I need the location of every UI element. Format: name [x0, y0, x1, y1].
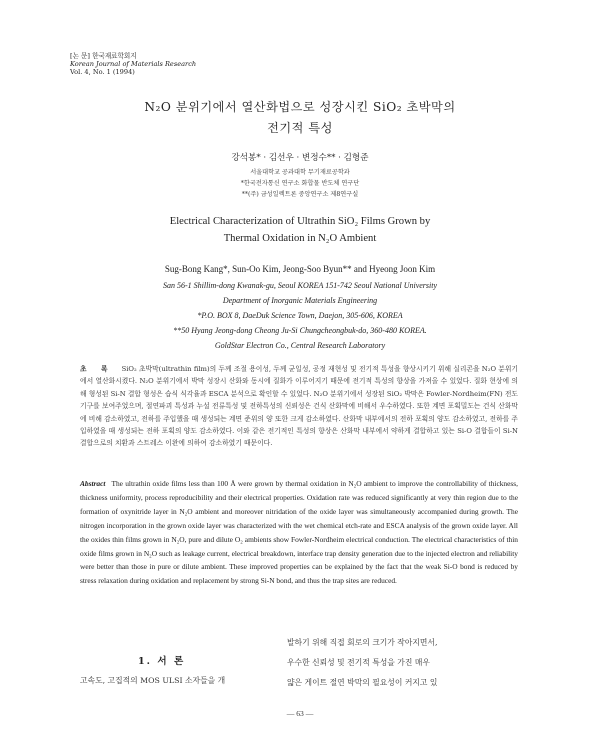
journal-name-ko: [논 문] 한국재료학회지 [70, 52, 137, 60]
authors-ko: 강석봉* · 김선우 · 변정수** · 김형준 [231, 153, 369, 163]
title-en-line1: Electrical Characterization of Ultrathin SiO₂ Films Grown by [169, 216, 431, 227]
title-ko-line2: 전기적 특성 [267, 121, 333, 135]
affiliation-en: GoldStar Electron Co., Central Research Laboratory [214, 341, 386, 350]
page-number: — 63 — [286, 709, 314, 718]
affiliation-en: **50 Hyang Jeong-dong Cheong Ju-Si Chungcheongbuk-do, 360-480 KOREA. [173, 326, 427, 335]
affiliation-ko: *한국전자통신 연구소 화합물 반도체 연구단 [240, 180, 360, 187]
authors-en: Sug-Bong Kang*, Sun-Oo Kim, Jeong-Soo Byun** and Hyeong Joon Kim [164, 264, 436, 274]
journal-header [70, 52, 196, 76]
intro-line: 우수한 신뢰성 및 전기적 특성을 가진 매우 [287, 658, 430, 667]
section-heading-intro: 1. 서 론 [138, 656, 186, 667]
abstract-en-text: The ultrathin oxide films less than 100 Å were grown by thermal oxidation in N₂O ambient to improve the controllability of thickness, thickness uniformity, process reproducibility and their electrical properties. Oxidation rate was reduced significantly at very thin region due to the formation of oxynitride layer in N₂O ambient and moreover nitridation of the oxide layer was simultaneously accompanied during growth. The nitrogen incorporation in the grown oxide layer was characterized with the wet chemical etch-rate and ESCA analysis of the grown oxide layer. All the oxides thin films grown in N₂O, pure and dilute O₂ ambients show Fowler-Nordheim electrical conduction. The electrical characteristics of thin oxide films grown in N₂O such as leakage current, electrical breakdown, interface trap density generation due to the injected electron and reliability were better than those in pure or dilute ambient. These improved properties can be explained by the fact that the weak Si-O bond is reduced by stress relaxation during oxidation and replacement by strong Si-N bond, and thus the trap sites are reduced. [80, 479, 518, 586]
title-en-line2: Thermal Oxidation in N₂O Ambient [223, 233, 377, 244]
abstract-en-label: Abstract [80, 479, 106, 488]
affiliation-en: Department of Inorganic Materials Engineering [222, 296, 378, 305]
abstract-ko-label: 초 록 [80, 365, 114, 373]
abstract-ko-text: SiO₂ 초박막(ultrathin film)의 두께 조절 용이성, 두께 균일성, 공정 재현성 및 전기적 특성을 향상시키기 위해 실리콘을 N₂O 분위기에서 열산화시켰다. N₂O 분위기에서 박막 성장시 산화와 동시에 질화가 이루어지기 때문에 전기적 특성의 향상을 가져올 수 있었다. 질화 현상에 의해 형성된 Si-N 결합 형성은 습식 식각율과 ESCA 분석으로 확인할 수 있었다. N₂O 분위기에서 성장된 SiO₂ 박막은 Fowler-Nordheim(FN) 전도 기구를 보여주었으며, 절연파괴 특성과 누설 전류특성 및 전하특성의 신뢰성은 건식 산화막에 비해서 우수하였다. 또한 계면 포획밀도는 건식 산화막에 비해 감소하였고, 전하를 주입했을 때 생성되는 계면 준위의 양 또한 크게 감소하였다. 산화막 내부에서의 전하 포획의 양도 감소하였고, 전하를 주입하였을 때 생성되는 전하 포획의 양도 감소하였다. 이와 같은 전기적인 특성의 향상은 산화막 내부에서 약하게 결합하고 있는 Si-O 결합들이 Si-N 결합으로의 치환과 스트레스 이완에 의하여 감소하였기 때문이다. [80, 365, 518, 448]
title-ko-line1: N₂O 분위기에서 열산화법으로 성장시킨 SiO₂ 초박막의 [144, 100, 456, 114]
journal-name-en: Korean Journal of Materials Research [70, 60, 197, 68]
affiliation-ko: **(주) 금성일렉트론 중앙연구소 제8연구실 [241, 191, 359, 198]
intro-line: 발하기 위해 직접 회로의 크기가 작아지면서, [287, 638, 438, 647]
intro-right-column [287, 633, 519, 693]
abstract-en [80, 477, 518, 588]
abstract-ko [80, 363, 518, 450]
affiliation-ko: 서울대학교 공과대학 무기재료공학과 [250, 169, 350, 176]
affiliation-en: San 56-1 Shillim-dong Kwanak-gu, Seoul KOREA 151-742 Seoul National University [162, 281, 438, 290]
affiliation-en: *P.O. BOX 8, DaeDuk Science Town, Daejon, 305-606, KOREA [197, 311, 403, 320]
intro-line: 얇은 게이트 절연 박막의 필요성이 커지고 있 [287, 678, 438, 687]
journal-volume: Vol. 4, No. 1 (1994) [70, 68, 135, 76]
intro-left-column: 고속도, 고집적의 MOS ULSI 소자들을 개 [80, 676, 226, 685]
